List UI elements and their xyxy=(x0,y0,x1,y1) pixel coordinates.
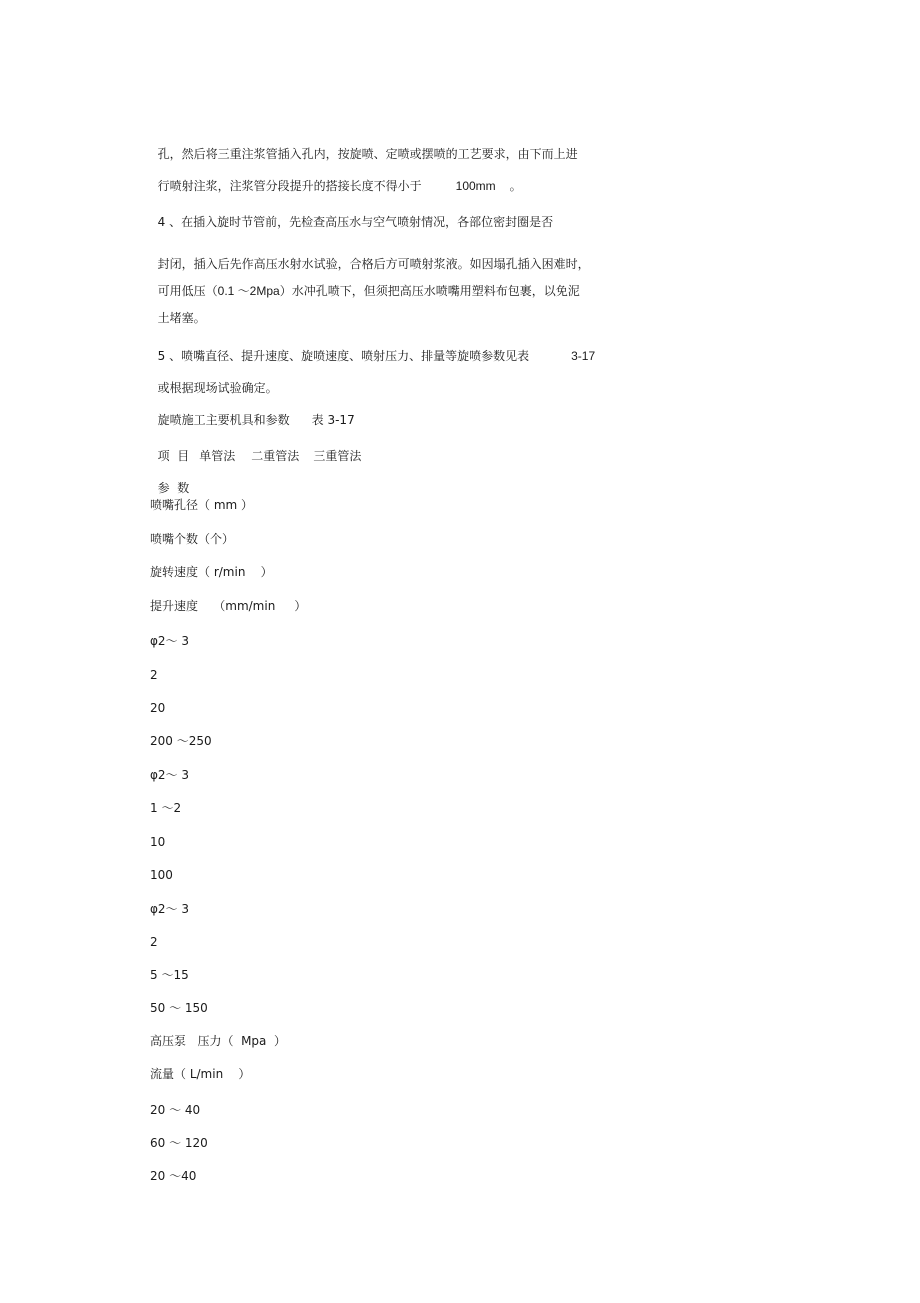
row-label: 旋转速度（ r/min ） xyxy=(150,565,273,579)
param-label-text: 参 数 xyxy=(157,481,190,495)
item-4-line-1 xyxy=(150,198,553,230)
item-5-text: 或根据现场试验确定。 xyxy=(157,381,278,395)
cell-value: 60 ～ 120 xyxy=(150,1136,208,1150)
table-caption xyxy=(150,396,355,428)
row-label-lift-speed xyxy=(150,598,306,614)
row-label: 喷嘴个数（个） xyxy=(150,532,235,546)
pressure-range: 0.1 ～2Mpa xyxy=(217,284,280,298)
double-tube-value xyxy=(150,800,181,816)
double-tube-value xyxy=(150,834,165,850)
row-label: 喷嘴孔径（ mm ） xyxy=(150,498,254,512)
cell-value: 200 ～250 xyxy=(150,734,212,748)
cell-value: 100 xyxy=(150,868,173,882)
item-4-text: 封闭，插入后先作高压水射水试验，合格后方可喷射浆液。如因塌孔插入困难时， xyxy=(157,257,590,271)
length-value: 100mm xyxy=(455,179,496,193)
cell-value: 20 ～ 40 xyxy=(150,1103,201,1117)
cell-value: φ2～ 3 xyxy=(150,634,190,648)
single-tube-value xyxy=(150,667,158,683)
paragraph-line xyxy=(150,130,578,162)
item-4-text: 土堵塞。 xyxy=(157,311,206,325)
cell-value: 50 ～ 150 xyxy=(150,1001,208,1015)
cell-value: 10 xyxy=(150,835,166,849)
item-4-text: 可用低压（ xyxy=(157,284,218,298)
row-label-nozzle-count xyxy=(150,531,234,547)
single-tube-value xyxy=(150,633,189,649)
triple-tube-value xyxy=(150,1000,208,1016)
item-4-line-4 xyxy=(150,294,206,326)
double-tube-value xyxy=(150,867,173,883)
header-double-tube: 二重管法 xyxy=(251,449,300,463)
table-caption-ref: 表 3-17 xyxy=(311,413,355,427)
cell-value: 20 xyxy=(150,701,166,715)
row-label-flow xyxy=(150,1066,250,1082)
table-reference: 3-17 xyxy=(571,349,596,363)
cell-value: 2 xyxy=(150,668,158,682)
cell-value: 1 ～2 xyxy=(150,801,182,815)
cell-value: φ2～ 3 xyxy=(150,902,190,916)
row-label-nozzle-diameter xyxy=(150,497,253,513)
triple-tube-value xyxy=(150,934,158,950)
cell-value: 2 xyxy=(150,935,158,949)
cell-value: 5 ～15 xyxy=(150,968,189,982)
flow-value xyxy=(150,1102,200,1118)
item-5-line-2 xyxy=(150,364,278,396)
item-4-text: ）水冲孔喷下，但须把高压水喷嘴用塑料布包裹，以免泥 xyxy=(279,284,580,298)
period: 。 xyxy=(509,179,522,193)
cell-value: φ2～ 3 xyxy=(150,768,190,782)
row-label-pump-pressure xyxy=(150,1033,286,1049)
paragraph-line xyxy=(150,162,522,194)
param-label xyxy=(150,464,189,496)
header-item: 项 目 xyxy=(157,449,190,463)
double-tube-value xyxy=(150,767,189,783)
header-single-tube: 单管法 xyxy=(199,449,236,463)
cell-value: 20 ～40 xyxy=(150,1169,197,1183)
row-label: 高压泵 压力（ Mpa ） xyxy=(150,1034,287,1048)
table-header xyxy=(150,432,361,464)
flow-value xyxy=(150,1135,208,1151)
item-5-line-1 xyxy=(150,332,595,364)
paragraph-text: 孔，然后将三重注浆管插入孔内，按旋喷、定喷或摆喷的工艺要求，由下而上进 xyxy=(157,147,578,161)
row-label-rotation-speed xyxy=(150,564,273,580)
table-caption-title: 旋喷施工主要机具和参数 xyxy=(157,413,290,427)
row-label: 提升速度 （mm/min ） xyxy=(150,599,307,613)
single-tube-value xyxy=(150,733,212,749)
item-4-line-3 xyxy=(150,267,580,299)
triple-tube-value xyxy=(150,967,189,983)
item-4-text: 4 、在插入旋时节管前，先检查高压水与空气喷射情况，各部位密封圈是否 xyxy=(157,215,554,229)
flow-value xyxy=(150,1168,196,1184)
paragraph-text: 行喷射注浆，注浆管分段提升的搭接长度不得小于 xyxy=(157,179,422,193)
single-tube-value xyxy=(150,700,165,716)
row-label: 流量（ L/min ） xyxy=(150,1067,251,1081)
header-triple-tube: 三重管法 xyxy=(313,449,362,463)
triple-tube-value xyxy=(150,901,189,917)
item-5-text: 5 、喷嘴直径、提升速度、旋喷速度、喷射压力、排量等旋喷参数见表 xyxy=(157,349,530,363)
